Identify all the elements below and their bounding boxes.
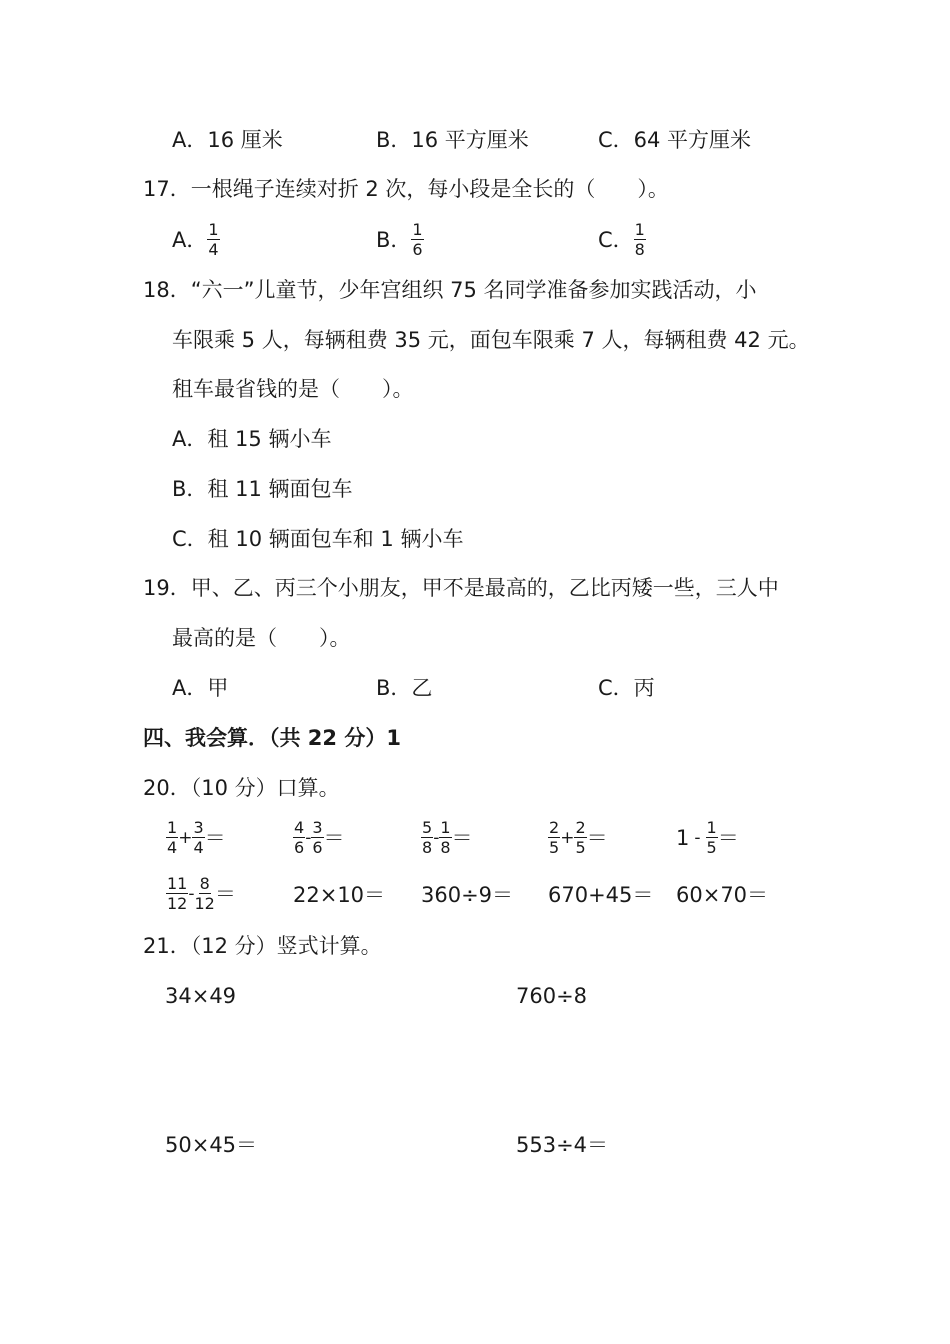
mental-math-item: 60×70＝ [676, 883, 769, 907]
q18-stem-line2: 车限乘 5 人，每辆租费 35 元，面包车限乘 7 人，每辆租费 42 元。 [172, 328, 810, 352]
fraction: $\frac{2}{5}$ [549, 818, 560, 857]
q19-stem-line2: 最高的是（ ）。 [172, 626, 351, 650]
q21-title: 21．（12 分）竖式计算。 [143, 934, 382, 958]
fraction: $\frac{3}{4}$ [193, 818, 204, 857]
q17-stem: 17．一根绳子连续对折 2 次，每小段是全长的（ ）。 [143, 177, 669, 201]
fraction: $\frac{4}{6}$ [294, 818, 305, 857]
mental-math-item: $\frac{5}{8}$ - $\frac{1}{8}$ ＝ [422, 818, 473, 857]
written-calc-item: 553÷4＝ [516, 1133, 609, 1157]
q18-option-a: A．租 15 辆小车 [172, 427, 332, 451]
q17-option-c-label: C． [598, 227, 634, 252]
q17-option-b [376, 222, 424, 258]
q17-option-a-label: A． [172, 227, 208, 252]
mental-math-item: $\frac{1}{4}$ + $\frac{3}{4}$ ＝ [167, 818, 226, 857]
mental-math-item: $\frac{4}{6}$ - $\frac{3}{6}$ ＝ [294, 818, 345, 857]
fraction: $\frac{3}{6}$ [312, 818, 323, 857]
mental-math-item: 1 - $\frac{1}{5}$ ＝ [676, 818, 739, 857]
mental-math-item: 670+45＝ [548, 883, 654, 907]
fraction: $\frac{1}{8}$ [440, 818, 451, 857]
fraction: $\frac{11}{12}$ [167, 874, 188, 913]
fraction: $\frac{1}{4}$ [167, 818, 178, 857]
q18-stem-line3: 租车最省钱的是（ ）。 [172, 377, 414, 401]
q16-option-a: A．16 厘米 [172, 128, 283, 152]
q18-option-b: B．租 11 辆面包车 [172, 477, 353, 501]
q19-stem-line1: 19．甲、乙、丙三个小朋友，甲不是最高的，乙比丙矮一些，三人中 [143, 576, 779, 600]
written-calc-item: 50×45＝ [165, 1133, 258, 1157]
fraction: $\frac{8}{12}$ [194, 874, 215, 913]
q18-stem-line1: 18．“六一”儿童节，少年宫组织 75 名同学准备参加实践活动，小 [143, 278, 757, 302]
q19-option-c: C．丙 [598, 676, 655, 700]
fraction: $\frac{2}{5}$ [575, 818, 586, 857]
q16-option-b: B．16 平方厘米 [376, 128, 529, 152]
q17-option-a [172, 222, 220, 258]
q18-option-c: C．租 10 辆面包车和 1 辆小车 [172, 527, 464, 551]
section-heading: 四、我会算．（共 22 分）1 [143, 726, 401, 750]
q19-option-a: A．甲 [172, 676, 229, 700]
fraction: $\frac{1}{6}$ [412, 220, 423, 259]
mental-math-item: $\frac{11}{12}$ - $\frac{8}{12}$ ＝ [167, 874, 236, 913]
fraction: $\frac{5}{8}$ [422, 818, 433, 857]
q19-option-b: B．乙 [376, 676, 433, 700]
written-calc-item: 34×49 [165, 984, 237, 1008]
mental-math-item: 22×10＝ [293, 883, 386, 907]
written-calc-item: 760÷8 [516, 984, 588, 1008]
fraction: $\frac{1}{5}$ [706, 818, 717, 857]
mental-math-item: $\frac{2}{5}$ + $\frac{2}{5}$ ＝ [549, 818, 608, 857]
fraction: $\frac{1}{4}$ [208, 220, 219, 259]
q20-title: 20．（10 分）口算。 [143, 776, 340, 800]
fraction: $\frac{1}{8}$ [634, 220, 645, 259]
q17-option-c [598, 222, 646, 258]
q16-option-c: C．64 平方厘米 [598, 128, 752, 152]
mental-math-item: 360÷9＝ [421, 883, 514, 907]
q17-option-b-label: B． [376, 227, 412, 252]
